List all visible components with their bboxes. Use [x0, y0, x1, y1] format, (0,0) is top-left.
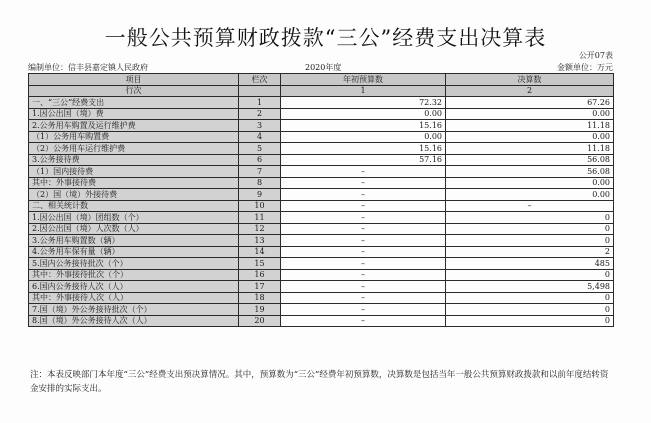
- report-title: 一般公共预算财政拨款“三公”经费支出决算表: [104, 26, 547, 50]
- row-budget: –: [281, 177, 446, 189]
- table-row: [29, 258, 614, 270]
- row-final: 0: [446, 212, 614, 224]
- row-label: 5.国内公务接待批次（个）: [29, 258, 239, 270]
- org-unit: 编制单位：信丰县嘉定镇人民政府: [28, 63, 148, 72]
- row-budget: 57.16: [281, 154, 446, 166]
- row-col-no: 19: [239, 304, 281, 316]
- table-row: [29, 304, 614, 316]
- row-col-no: 15: [239, 258, 281, 270]
- row-budget: 15.16: [281, 120, 446, 132]
- header-budget: 年初预算数: [281, 74, 446, 86]
- form-code: 公开07表: [578, 51, 613, 60]
- report-year: 2020年度: [305, 63, 342, 72]
- row-col-no: 8: [239, 177, 281, 189]
- row-final: 485: [446, 258, 614, 270]
- table-row: [29, 292, 614, 304]
- subheader-budget: 1: [281, 85, 446, 97]
- row-label: 3.公务用车购置数（辆）: [29, 235, 239, 247]
- subheader-item: 行次: [29, 85, 239, 97]
- table-row: [29, 269, 614, 281]
- row-final: 11.18: [446, 143, 614, 155]
- row-final: 0.00: [446, 189, 614, 201]
- table-row: [29, 97, 614, 109]
- row-budget: –: [281, 258, 446, 270]
- row-budget: –: [281, 304, 446, 316]
- row-label: 1.因公出国（境）费: [29, 108, 239, 120]
- row-budget: –: [281, 235, 446, 247]
- row-col-no: 11: [239, 212, 281, 224]
- row-final: 0: [446, 315, 614, 327]
- row-budget: 0.00: [281, 131, 446, 143]
- row-budget: –: [281, 246, 446, 258]
- row-final: 11.18: [446, 120, 614, 132]
- row-budget: –: [281, 269, 446, 281]
- row-budget: –: [281, 189, 446, 201]
- row-budget: –: [281, 200, 446, 212]
- row-col-no: 7: [239, 166, 281, 178]
- table-row: [29, 246, 614, 258]
- table-row: [29, 143, 614, 155]
- row-final: 0.00: [446, 131, 614, 143]
- row-final: 56.08: [446, 154, 614, 166]
- row-label: （1）公务用车购置费: [29, 131, 239, 143]
- row-col-no: 3: [239, 120, 281, 132]
- row-col-no: 6: [239, 154, 281, 166]
- table-row: [29, 108, 614, 120]
- row-final: 0: [446, 223, 614, 235]
- row-label: 二、相关统计数: [29, 200, 239, 212]
- table-row: [29, 235, 614, 247]
- table-row: [29, 166, 614, 178]
- row-final: 0: [446, 292, 614, 304]
- row-label: 3.公务接待费: [29, 154, 239, 166]
- row-col-no: 1: [239, 97, 281, 109]
- row-final: 0: [446, 269, 614, 281]
- row-final: 0.00: [446, 108, 614, 120]
- row-label: 7.国（境）外公务接待批次（个）: [29, 304, 239, 316]
- row-label: 一、“三公”经费支出: [29, 97, 239, 109]
- table-row: [29, 120, 614, 132]
- row-label: 4.公务用车保有量（辆）: [29, 246, 239, 258]
- subheader-col-no: [239, 85, 281, 97]
- header-col-no: 栏次: [239, 74, 281, 86]
- table-row: [29, 212, 614, 224]
- table-header-row: [29, 74, 614, 86]
- row-col-no: 14: [239, 246, 281, 258]
- table-row: [29, 223, 614, 235]
- row-col-no: 18: [239, 292, 281, 304]
- row-final: 67.26: [446, 97, 614, 109]
- row-budget: –: [281, 281, 446, 293]
- table-row: [29, 177, 614, 189]
- row-label: 8.国（境）外公务接待人次（人）: [29, 315, 239, 327]
- row-budget: –: [281, 292, 446, 304]
- row-label: 6.国内公务接待人次（人）: [29, 281, 239, 293]
- header-item: 项目: [29, 74, 239, 86]
- row-col-no: 20: [239, 315, 281, 327]
- table-row: [29, 315, 614, 327]
- row-budget: 72.32: [281, 97, 446, 109]
- row-label: （2）国（境）外接待费: [29, 189, 239, 201]
- row-budget: 15.16: [281, 143, 446, 155]
- row-col-no: 16: [239, 269, 281, 281]
- row-final: 0.00: [446, 177, 614, 189]
- row-final: 0: [446, 304, 614, 316]
- amount-unit: 金额单位：万元: [557, 63, 613, 72]
- row-label: （1）国内接待费: [29, 166, 239, 178]
- row-label: 其中：外事接待批次（个）: [29, 269, 239, 281]
- row-col-no: 9: [239, 189, 281, 201]
- row-final: 5,498: [446, 281, 614, 293]
- footnote: 注：本表反映部门本年度“三公”经费支出预决算情况。其中，预算数为“三公”经费年初预算数，决算数是包括当年一般公共预算财政拨款和以前年度结转资金安排的实际支出。: [30, 370, 609, 394]
- header-final: 决算数: [446, 74, 614, 86]
- row-label: 2.公务用车购置及运行维护费: [29, 120, 239, 132]
- row-label: 2.因公出国（境）人次数（人）: [29, 223, 239, 235]
- row-budget: –: [281, 212, 446, 224]
- row-col-no: 2: [239, 108, 281, 120]
- row-budget: –: [281, 166, 446, 178]
- row-final: 2: [446, 246, 614, 258]
- row-final: –: [446, 200, 614, 212]
- row-budget: –: [281, 223, 446, 235]
- row-final: 0: [446, 235, 614, 247]
- row-label: 其中：外事接待人次（人）: [29, 292, 239, 304]
- table-row: [29, 154, 614, 166]
- table-row: [29, 200, 614, 212]
- table-row: [29, 131, 614, 143]
- row-col-no: 4: [239, 131, 281, 143]
- row-label: 1.因公出国（境）团组数（个）: [29, 212, 239, 224]
- subheader-final: 2: [446, 85, 614, 97]
- row-final: 56.08: [446, 166, 614, 178]
- row-label: 其中：外事接待费: [29, 177, 239, 189]
- row-col-no: 13: [239, 235, 281, 247]
- table-subheader-row: [29, 85, 614, 97]
- expense-table: [28, 73, 614, 327]
- row-col-no: 17: [239, 281, 281, 293]
- table-row: [29, 281, 614, 293]
- row-label: （2）公务用车运行维护费: [29, 143, 239, 155]
- row-col-no: 5: [239, 143, 281, 155]
- row-col-no: 12: [239, 223, 281, 235]
- row-budget: –: [281, 315, 446, 327]
- table-row: [29, 189, 614, 201]
- row-budget: 0.00: [281, 108, 446, 120]
- row-col-no: 10: [239, 200, 281, 212]
